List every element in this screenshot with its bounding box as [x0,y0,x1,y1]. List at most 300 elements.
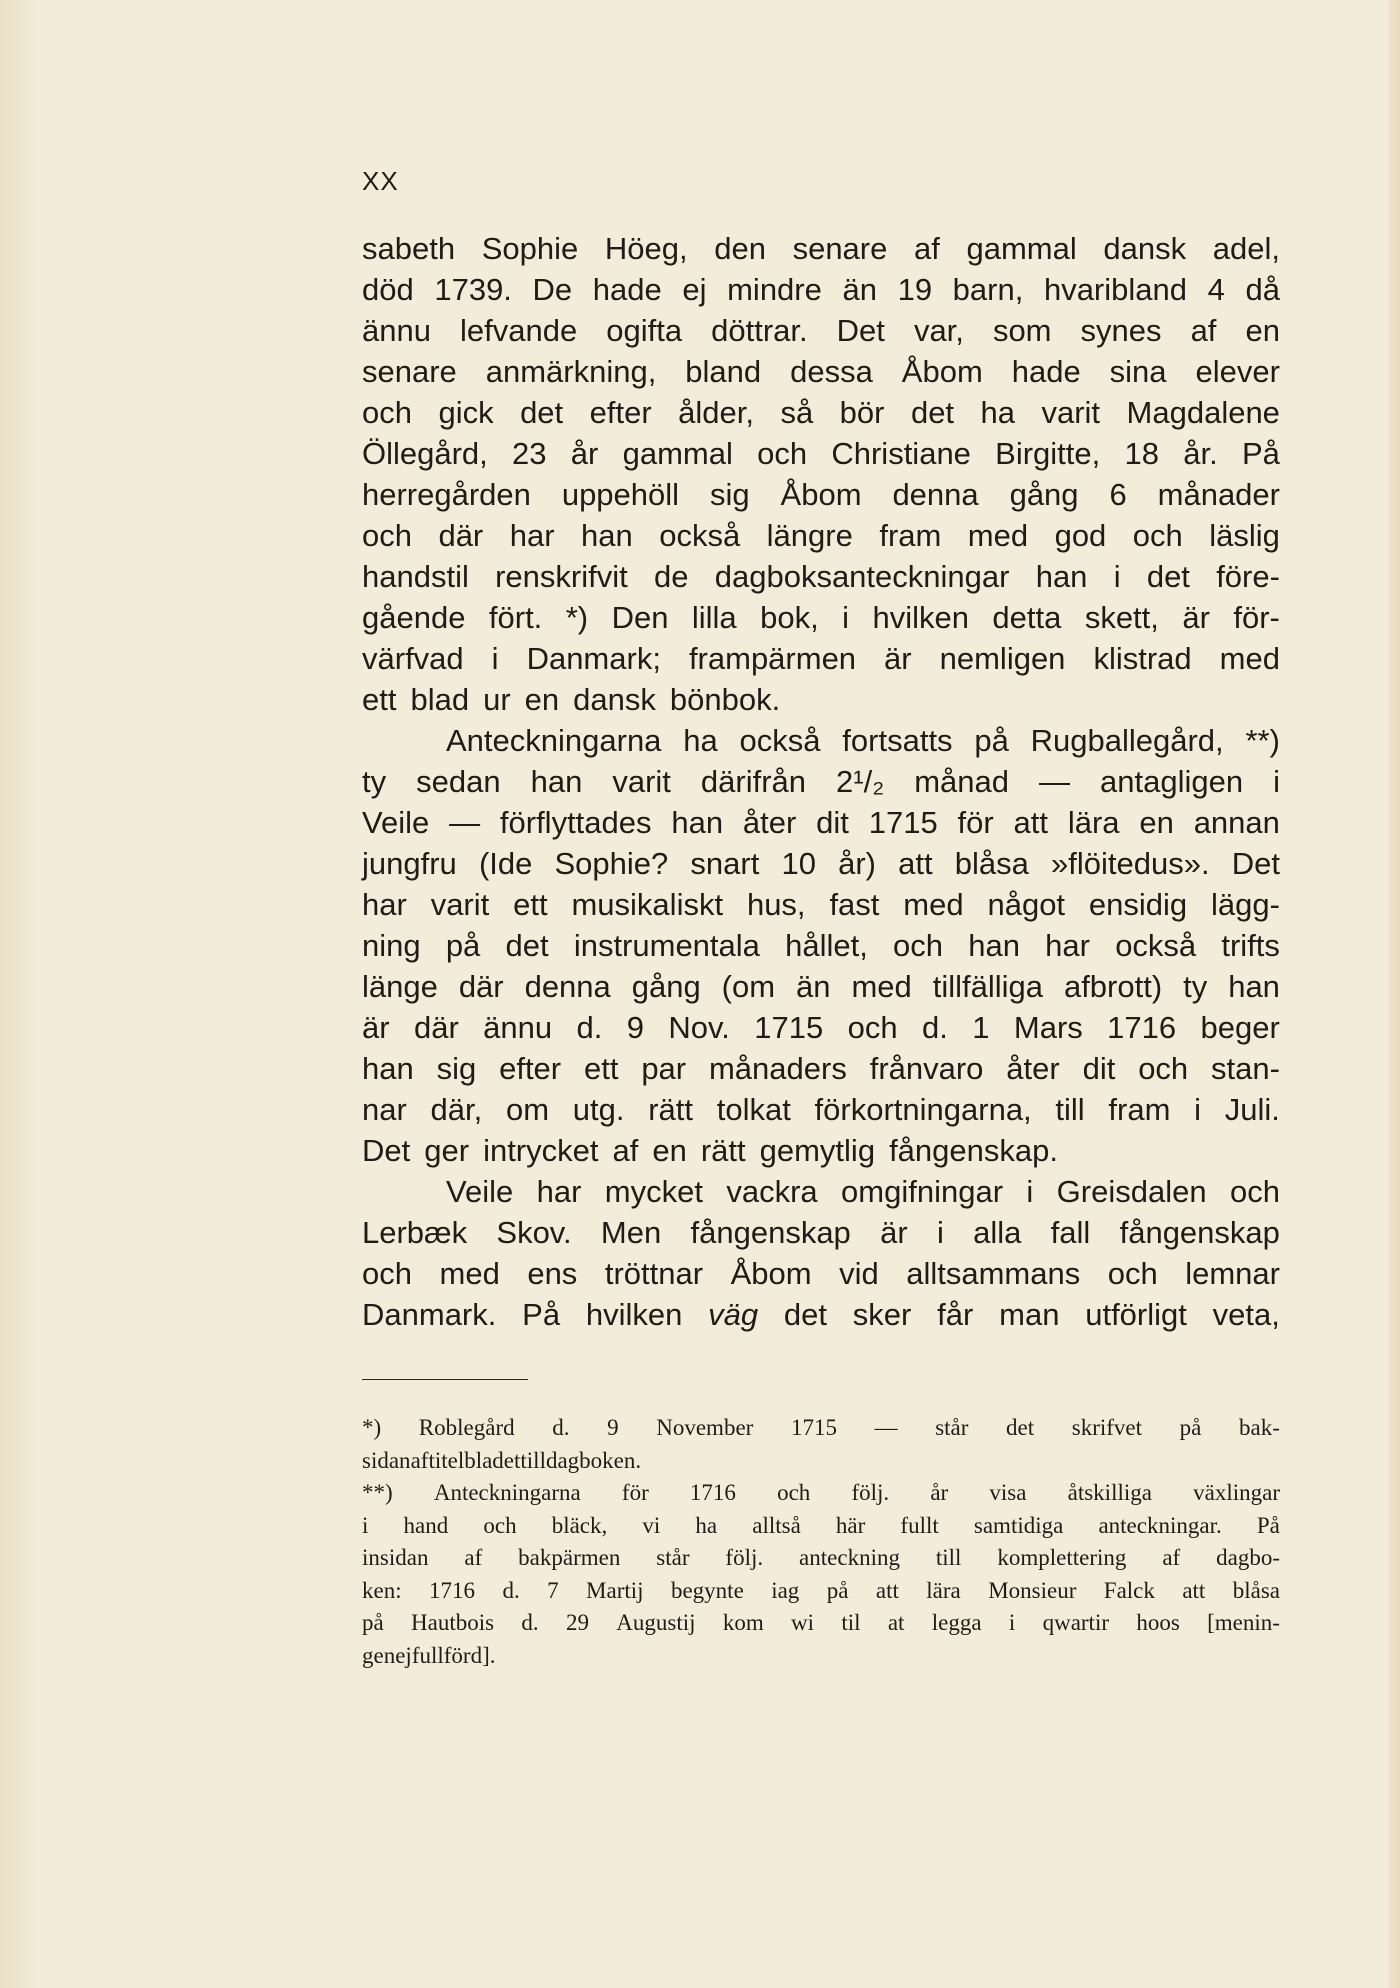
word: och [777,1480,811,1505]
word: var, [913,313,964,348]
text-line [362,1212,1280,1253]
text-line [362,761,1280,802]
word: och [847,1010,898,1045]
word: [menin- [1207,1610,1280,1635]
word: Danmark; [526,641,661,676]
word: det [1006,1415,1035,1440]
word: och [362,395,412,430]
word: sig [436,1051,477,1086]
word: fullförd]. [411,1642,496,1668]
word: här [835,1512,866,1538]
footnote-line [362,1412,1280,1445]
word: (om [721,969,776,1004]
word: ning [362,928,421,963]
word: till [1055,1092,1085,1127]
word: fall [1050,1215,1091,1250]
word: sabeth [362,231,456,266]
text-line [362,597,1280,638]
word: ken: [362,1577,402,1603]
word: beger [1200,1010,1280,1045]
text-line [362,556,1280,597]
word: och [1229,1174,1280,1209]
word: därifrån [700,764,807,799]
word: vackra [726,1174,818,1209]
word: varit [430,887,490,922]
word: ett [362,682,397,717]
word: med [851,969,912,1004]
word: senare [792,231,888,266]
word: det [520,395,564,430]
word-space [598,1130,612,1171]
word: hållet, [785,928,868,963]
word: uppehöll [561,477,680,512]
word: anteckningar. [1098,1512,1222,1538]
word: värfvad [362,641,464,676]
word: att [1182,1577,1206,1603]
word: intrycket [483,1133,599,1168]
word: hvaribland [1043,272,1187,307]
word: bakpärmen [518,1545,621,1570]
text-line [362,310,1280,351]
word: 10 [781,846,816,881]
word: ha [683,723,718,758]
word: 1 [972,1010,990,1045]
word: lära [1067,805,1120,840]
word: Det [836,313,885,348]
word: November [656,1415,754,1440]
word: där [438,518,484,553]
word: varit [1041,395,1101,430]
word: det [910,395,955,430]
word-italic: väg [708,1297,759,1332]
word: gång [631,969,701,1004]
word: åtskilliga [1067,1480,1152,1505]
word-space [780,679,794,720]
word: åter [742,805,797,840]
word: bläck, [551,1512,608,1538]
word: ensidig [1088,887,1188,922]
word: afbrott) [1063,969,1163,1004]
word: på [826,1577,849,1603]
word: 9 [607,1415,619,1440]
word: hoos [1136,1610,1180,1635]
word: de [654,559,689,594]
word: länge [362,969,438,1004]
word: månader [1157,477,1280,512]
word: af [464,1545,483,1570]
text-line [362,1253,1280,1294]
word: utg. [572,1092,625,1127]
word: fram [879,518,942,553]
word: år. [1183,436,1218,471]
word: Men [600,1215,662,1250]
word: lemnar [1185,1256,1280,1291]
word-space [469,1130,483,1171]
word: (Ide [478,846,533,881]
word: rätt [648,1092,693,1127]
word: också [1115,928,1197,963]
text-line [362,679,1280,720]
word: har [362,887,407,922]
word: hvilken [872,600,969,635]
word: på [362,1610,384,1635]
word: ger [424,1133,470,1168]
word: Skov. [496,1215,572,1250]
text-line [362,474,1280,515]
text-line [362,966,1280,1007]
word: Den [611,600,669,635]
word: där [413,1010,459,1045]
word: Roblegård [418,1415,515,1440]
word: dagbo- [1216,1545,1280,1570]
word-space [687,1130,701,1171]
word: elever [1195,354,1280,389]
word: d. [552,1415,570,1440]
word: gammal [622,436,733,471]
word: i [1008,1610,1016,1635]
word: dit [816,805,849,840]
word: instrumentala [573,928,760,963]
word: 1716 [429,1577,476,1603]
word: på [445,928,481,963]
word: står [935,1415,969,1440]
word: 7 [547,1577,559,1603]
word: en [1245,313,1280,348]
word: veta, [1212,1297,1280,1332]
word: 2¹/₂ [836,764,885,799]
word: d. [521,1610,539,1635]
word: att [875,1577,899,1603]
word: med [967,518,1029,553]
word: god [1054,518,1107,553]
word: ogifta [606,313,683,348]
word: i [1026,1174,1034,1209]
text-line [362,351,1280,392]
word: efter [499,1051,562,1086]
word: fångenskap [1119,1215,1280,1250]
word: på [1179,1415,1202,1440]
word: bönbok. [669,682,781,717]
word: af [1162,1545,1181,1570]
word: herregården [362,477,531,512]
word: Danmark. [362,1297,497,1332]
word: ha [695,1512,718,1538]
word: för- [1233,600,1280,635]
word: Det [362,1133,411,1168]
word: af [410,1447,429,1473]
word: — [1039,764,1071,799]
word: denna [524,969,611,1004]
word: alltså [752,1512,801,1538]
word: ty [1183,969,1208,1004]
word: handstil [362,559,469,594]
word: blåsa [1232,1577,1280,1603]
word: synes [1080,313,1162,348]
word: gång [1009,477,1079,512]
page-edge-shadow [1388,0,1400,1988]
word: än [842,272,877,307]
word: rätt [700,1133,746,1168]
word: ha [980,395,1016,430]
word: detta [992,600,1062,635]
word: förkortningarna, [814,1092,1032,1127]
word: iag [771,1577,800,1603]
word: Mars [1013,1010,1083,1045]
word: Christiane [831,436,971,471]
word: 4 [1207,272,1225,307]
word: i [936,1215,944,1250]
text-line [362,515,1280,556]
text-line [362,1171,1280,1212]
word: fortsatts [842,723,953,758]
word: — [449,805,481,840]
word: dagboken. [545,1447,642,1473]
word: månaders [708,1051,847,1086]
word: är [880,1215,908,1250]
word: han [671,805,724,840]
word: fram [1108,1092,1171,1127]
word: förflyttades [499,805,652,840]
footnotes [362,1412,1280,1672]
word-space [656,679,670,720]
word: 1716 [1107,1010,1177,1045]
word: skett, [1084,600,1159,635]
page-gutter-shadow [0,0,40,1988]
word: där [458,969,504,1004]
word: hand [403,1512,449,1538]
word: bör [839,395,885,430]
word: komplettering [997,1545,1127,1570]
word: fört. [488,600,543,635]
word: bak- [1239,1415,1280,1440]
word: Åbom [901,354,983,389]
word: Greisdalen [1056,1174,1207,1209]
word: en [652,1133,687,1168]
text-line [362,638,1280,679]
word: växlingar [1193,1480,1280,1505]
word: kom [722,1610,764,1635]
word: stan- [1211,1051,1280,1086]
text-line [362,228,1280,269]
word: hade [592,272,662,307]
text-line [362,884,1280,925]
word: i [1113,559,1121,594]
word: d. [922,1010,948,1045]
word: Anteckningarna [433,1480,581,1505]
word: efter [589,395,652,430]
footnote-line [362,1542,1280,1575]
word: i [1194,1092,1201,1127]
text-line [362,720,1280,761]
footnote-line [362,1607,1280,1640]
word: ej [395,1642,412,1668]
word: anmärkning, [485,354,657,389]
word: Hautbois [411,1610,495,1635]
word: ålder, [678,395,754,430]
word: frånvaro [869,1051,984,1086]
footnote-line [362,1510,1280,1543]
word: hus, [746,887,806,922]
word: ur [483,682,511,717]
word-space [1058,1130,1072,1171]
footnote-line [362,1575,1280,1608]
word: fångenskap [690,1215,851,1250]
word: ett [583,1051,619,1086]
word: 6 [1109,477,1127,512]
word: Juli. [1224,1092,1280,1127]
word-space [410,1130,424,1171]
word: att [898,846,933,881]
word: Öllegård, [362,436,488,471]
word: anteckning [799,1545,900,1570]
word: Veile [446,1174,514,1209]
text-line [362,925,1280,966]
word: til [841,1610,861,1635]
word: i [842,600,850,635]
word: dit [1082,1051,1116,1086]
word: musikaliskt [571,887,724,922]
word: 1739. [434,272,512,307]
word: mycket [604,1174,703,1209]
word: gick [438,395,494,430]
word: Augustij [616,1610,696,1635]
word: och [362,1256,412,1291]
word: Sophie [481,231,579,266]
word: på [974,723,1009,758]
page-number: XX [362,166,399,196]
word: att [1013,805,1049,840]
word: följ. [725,1545,764,1570]
word: hvilken [585,1297,683,1332]
word: med [903,887,964,922]
footnote-line [362,1640,1280,1673]
word: är [362,1010,390,1045]
text-line [362,802,1280,843]
word: en [524,682,560,717]
word: d. [576,1010,603,1045]
word: nar [362,1092,407,1127]
word: något [987,887,1066,922]
word: af [914,231,940,266]
word: dagboksanteckningar [714,559,1010,594]
word: döttrar. [711,313,808,348]
body-text [362,228,1280,1335]
text-line [362,1294,1280,1335]
word: och [757,436,808,471]
word: insidan [362,1545,429,1570]
word: Lerbæk [362,1215,468,1250]
word: dansk [573,682,656,717]
text-line [362,269,1280,310]
word-space [396,679,410,720]
text-line [362,433,1280,474]
word: Veile [362,805,430,840]
word: fast [829,887,880,922]
word: till [520,1447,546,1473]
word: han [1228,969,1280,1004]
word: han [530,764,583,799]
word: qwartir [1042,1610,1109,1635]
word: och [893,928,944,963]
word: har [509,518,555,553]
word: sidan [362,1447,411,1473]
word: *) [565,600,589,635]
word: Höeg, [604,231,688,266]
word: med [1219,641,1280,676]
word: för [957,805,994,840]
word: än [796,969,831,1004]
word: blad [410,682,470,717]
word: Nov. [668,1010,730,1045]
text-line [362,843,1280,884]
word: bland [685,354,762,389]
word: 1715 [868,805,938,840]
word: Martij [586,1577,644,1603]
word: Magdalene [1126,395,1280,430]
word: utförligt [1085,1297,1187,1332]
word: med [439,1256,500,1291]
word: barn, [952,272,1024,307]
word: Rugballegård, [1030,723,1224,758]
word: bok, [760,600,819,635]
word: senare [362,354,457,389]
word: par [641,1051,687,1086]
word-space [559,679,573,720]
word: sina [1109,354,1167,389]
word: åter [1006,1051,1060,1086]
word: alltsammans [906,1256,1081,1291]
word: har [1045,928,1090,963]
word: står [656,1545,690,1570]
word: tillfälliga [932,969,1043,1004]
word: han [968,928,1020,963]
word: han [1035,559,1088,594]
word: På [1256,1512,1280,1538]
word: renskrifvit [495,559,628,594]
footnote-line [362,1477,1280,1510]
word: dansk [1103,231,1187,266]
word: och [362,518,412,553]
word: och [1132,518,1183,553]
word: man [999,1297,1060,1332]
word: fångenskap. [889,1133,1058,1168]
word: han [581,518,633,553]
word: *) [362,1415,382,1440]
text-line [362,1089,1280,1130]
word: antagligen [1100,764,1244,799]
word: Birgitte, [995,436,1101,471]
word: sedan [416,764,501,799]
word: ty [362,764,387,799]
word: begynte [670,1577,744,1603]
word: blåsa [954,846,1029,881]
word: tröttnar [604,1256,704,1291]
word: då [1245,272,1280,307]
word: ej [682,272,707,307]
word-space [875,1130,889,1171]
word: Åbom [730,1256,812,1291]
word: denna [892,477,979,512]
word: Falck [1103,1577,1155,1603]
word: och [1138,1051,1189,1086]
word: nemligen [939,641,1066,676]
word: lägg- [1211,887,1280,922]
word: hade [1011,354,1081,389]
word: och [483,1512,517,1538]
word: gen [362,1642,396,1668]
word: har [536,1174,582,1209]
word: Åbom [780,477,862,512]
